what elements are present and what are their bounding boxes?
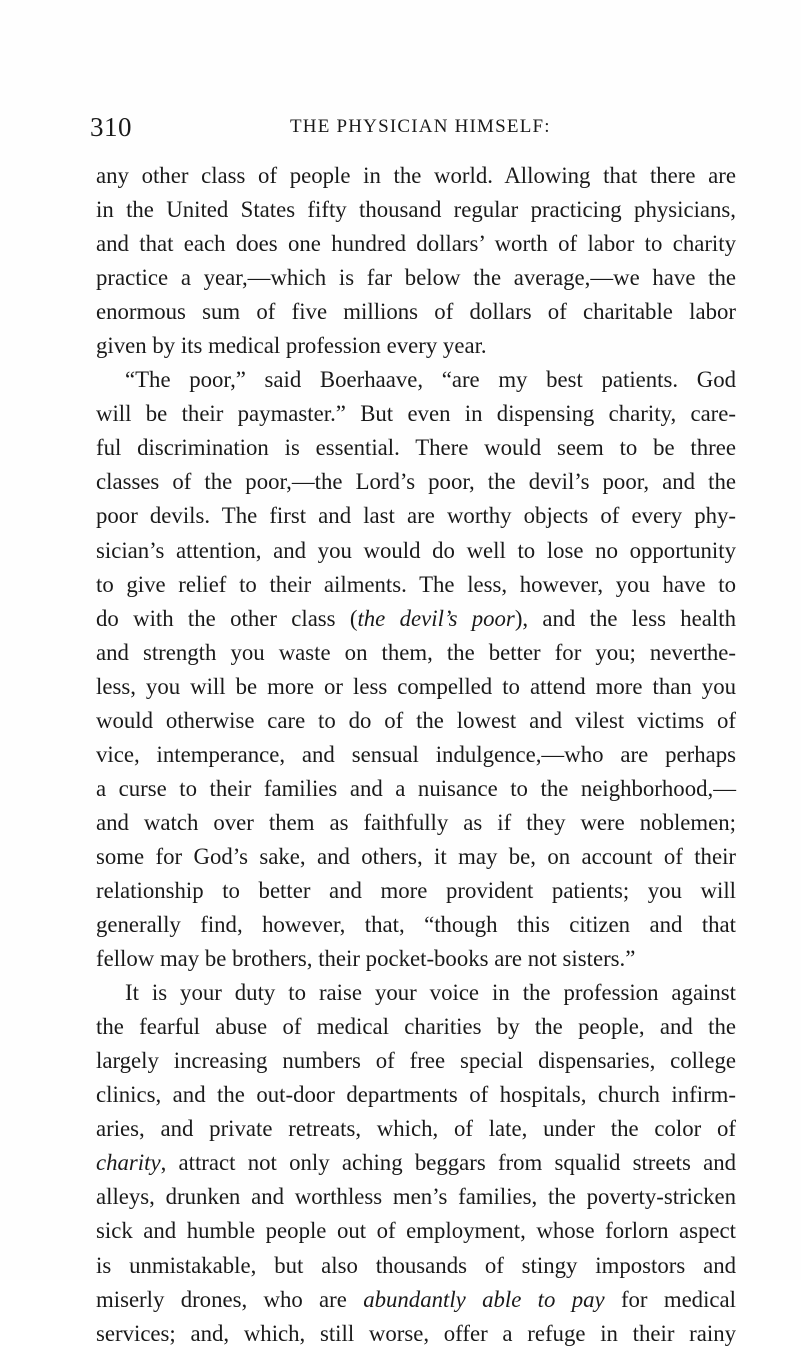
text-line: services; and, which, still worse, offer a refuge in their rainy — [96, 1320, 736, 1346]
text-line: relationship to better and more provident patients; you will — [96, 877, 736, 903]
italic-text: charity — [96, 1150, 161, 1176]
text-line: will be their paymaster.” But even in dispensing charity, care- — [96, 401, 736, 427]
text-line: fellow may be brothers, their pocket-books are not sisters.” — [96, 946, 636, 972]
text-line — [96, 1283, 736, 1317]
text-segment: do with the other class ( — [96, 605, 358, 631]
text-line: to give relief to their ailments. The less, however, you have to — [96, 571, 736, 597]
text-segment: for medical — [604, 1286, 736, 1312]
text-line: clinics, and the out-door departments of hospitals, church infirm- — [96, 1082, 736, 1108]
text-line: “The poor,” said Boerhaave, “are my best patients. God — [125, 367, 736, 393]
text-line: classes of the poor,—the Lord’s poor, the devil’s poor, and the — [96, 469, 736, 495]
text-line: ful discrimination is essential. There would seem to be three — [96, 435, 736, 461]
text-line — [96, 602, 736, 636]
text-line — [96, 1146, 736, 1180]
text-line: vice, intemperance, and sensual indulgence,—who are perhaps — [96, 741, 736, 767]
text-line: is unmistakable, but also thousands of stingy impostors and — [96, 1252, 736, 1278]
text-line: practice a year,—which is far below the average,—we have the — [96, 265, 736, 291]
text-line: and strength you waste on them, the better for you; neverthe- — [96, 639, 736, 665]
text-line: It is your duty to raise your voice in the profession against — [125, 980, 736, 1006]
text-line: alleys, drunken and worthless men’s families, the poverty-stricken — [96, 1184, 736, 1210]
text-line: sick and humble people out of employment, whose forlorn aspect — [96, 1218, 736, 1244]
italic-text: the devil’s poor — [357, 605, 515, 631]
page-number: 310 — [90, 112, 132, 142]
text-segment: , attract not only aching beggars from squalid streets and — [160, 1150, 736, 1176]
text-line: largely increasing numbers of free special dispensaries, college — [96, 1048, 736, 1074]
text-line: any other class of people in the world. Allowing that there are — [96, 163, 736, 188]
running-title: THE PHYSICIAN HIMSELF: — [290, 116, 551, 137]
text-line: and watch over them as faithfully as if they were noblemen; — [96, 809, 736, 835]
text-line: generally find, however, that, “though this citizen and that — [96, 912, 736, 938]
text-line: and that each does one hundred dollars’ worth of labor to charity — [96, 231, 736, 257]
text-line: sician’s attention, and you would do well to lose no opportunity — [96, 537, 736, 563]
text-segment: ), and the less health — [514, 605, 736, 631]
text-line: in the United States fifty thousand regular practicing physicians, — [96, 197, 736, 223]
italic-text: abundantly able to pay — [363, 1286, 605, 1312]
running-head — [90, 112, 730, 142]
text-line: enormous sum of five millions of dollars of charitable labor — [96, 299, 736, 325]
text-line: poor devils. The first and last are worthy objects of every phy- — [96, 503, 736, 529]
text-line: some for God’s sake, and others, it may be, on account of their — [96, 843, 736, 869]
body-text — [96, 159, 736, 1351]
text-line: given by its medical profession every year. — [96, 333, 487, 359]
text-line: aries, and private retreats, which, of late, under the color of — [96, 1116, 736, 1142]
text-line: would otherwise care to do of the lowest and vilest victims of — [96, 707, 736, 733]
text-line: the fearful abuse of medical charities by the people, and the — [96, 1014, 736, 1040]
text-line: a curse to their families and a nuisance to the neighborhood,— — [96, 775, 736, 801]
text-line: less, you will be more or less compelled to attend more than you — [96, 673, 736, 699]
text-segment: miserly drones, who are — [96, 1286, 364, 1312]
